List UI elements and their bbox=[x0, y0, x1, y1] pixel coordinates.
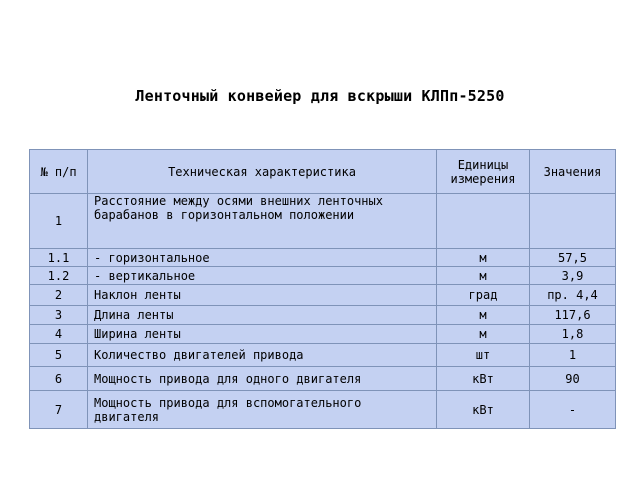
row-unit: кВт bbox=[437, 367, 530, 391]
row-unit: м bbox=[437, 325, 530, 344]
row-value: 1 bbox=[530, 344, 616, 367]
row-name: Расстояние между осями внешних ленточных барабанов в горизонтальном положении bbox=[88, 194, 437, 249]
row-num: 1.2 bbox=[30, 267, 88, 285]
table-row bbox=[30, 367, 616, 391]
row-value: 117,6 bbox=[530, 306, 616, 325]
row-value: 3,9 bbox=[530, 267, 616, 285]
table-row bbox=[30, 267, 616, 285]
table-row bbox=[30, 249, 616, 267]
row-num: 4 bbox=[30, 325, 88, 344]
table-row bbox=[30, 285, 616, 306]
row-value: 90 bbox=[530, 367, 616, 391]
row-value: 1,8 bbox=[530, 325, 616, 344]
table-row bbox=[30, 194, 616, 249]
row-value: 57,5 bbox=[530, 249, 616, 267]
row-name: Количество двигателей привода bbox=[88, 344, 437, 367]
row-unit bbox=[437, 194, 530, 249]
header-unit-line1: Единицы bbox=[457, 157, 509, 172]
table-row bbox=[30, 306, 616, 325]
page-title: Ленточный конвейер для вскрыши КЛПп-5250 bbox=[135, 87, 505, 105]
row-value bbox=[530, 194, 616, 249]
table-row bbox=[30, 391, 616, 429]
row-value: - bbox=[530, 391, 616, 429]
header-name: Техническая характеристика bbox=[88, 150, 437, 194]
row-num: 7 bbox=[30, 391, 88, 429]
row-unit: м bbox=[437, 267, 530, 285]
header-num: № п/п bbox=[30, 150, 88, 194]
row-unit: кВт bbox=[437, 391, 530, 429]
row-num: 6 bbox=[30, 367, 88, 391]
row-name: Мощность привода для вспомогательного двигателя bbox=[88, 391, 437, 429]
row-name: - горизонтальное bbox=[88, 249, 437, 267]
row-name: Наклон ленты bbox=[88, 285, 437, 306]
row-num: 1.1 bbox=[30, 249, 88, 267]
table-row bbox=[30, 325, 616, 344]
row-num: 2 bbox=[30, 285, 88, 306]
row-unit: град bbox=[437, 285, 530, 306]
row-unit: м bbox=[437, 249, 530, 267]
spec-table bbox=[29, 149, 616, 429]
row-num: 5 bbox=[30, 344, 88, 367]
header-row bbox=[30, 150, 616, 194]
row-unit: шт bbox=[437, 344, 530, 367]
row-num: 1 bbox=[30, 194, 88, 249]
row-name: Мощность привода для одного двигателя bbox=[88, 367, 437, 391]
row-num: 3 bbox=[30, 306, 88, 325]
row-name: - вертикальное bbox=[88, 267, 437, 285]
row-name: Ширина ленты bbox=[88, 325, 437, 344]
header-value: Значения bbox=[530, 150, 616, 194]
row-unit: м bbox=[437, 306, 530, 325]
header-unit bbox=[437, 150, 530, 194]
row-name: Длина ленты bbox=[88, 306, 437, 325]
table-row bbox=[30, 344, 616, 367]
row-value: пр. 4,4 bbox=[530, 285, 616, 306]
header-unit-line2: измерения bbox=[450, 171, 516, 186]
